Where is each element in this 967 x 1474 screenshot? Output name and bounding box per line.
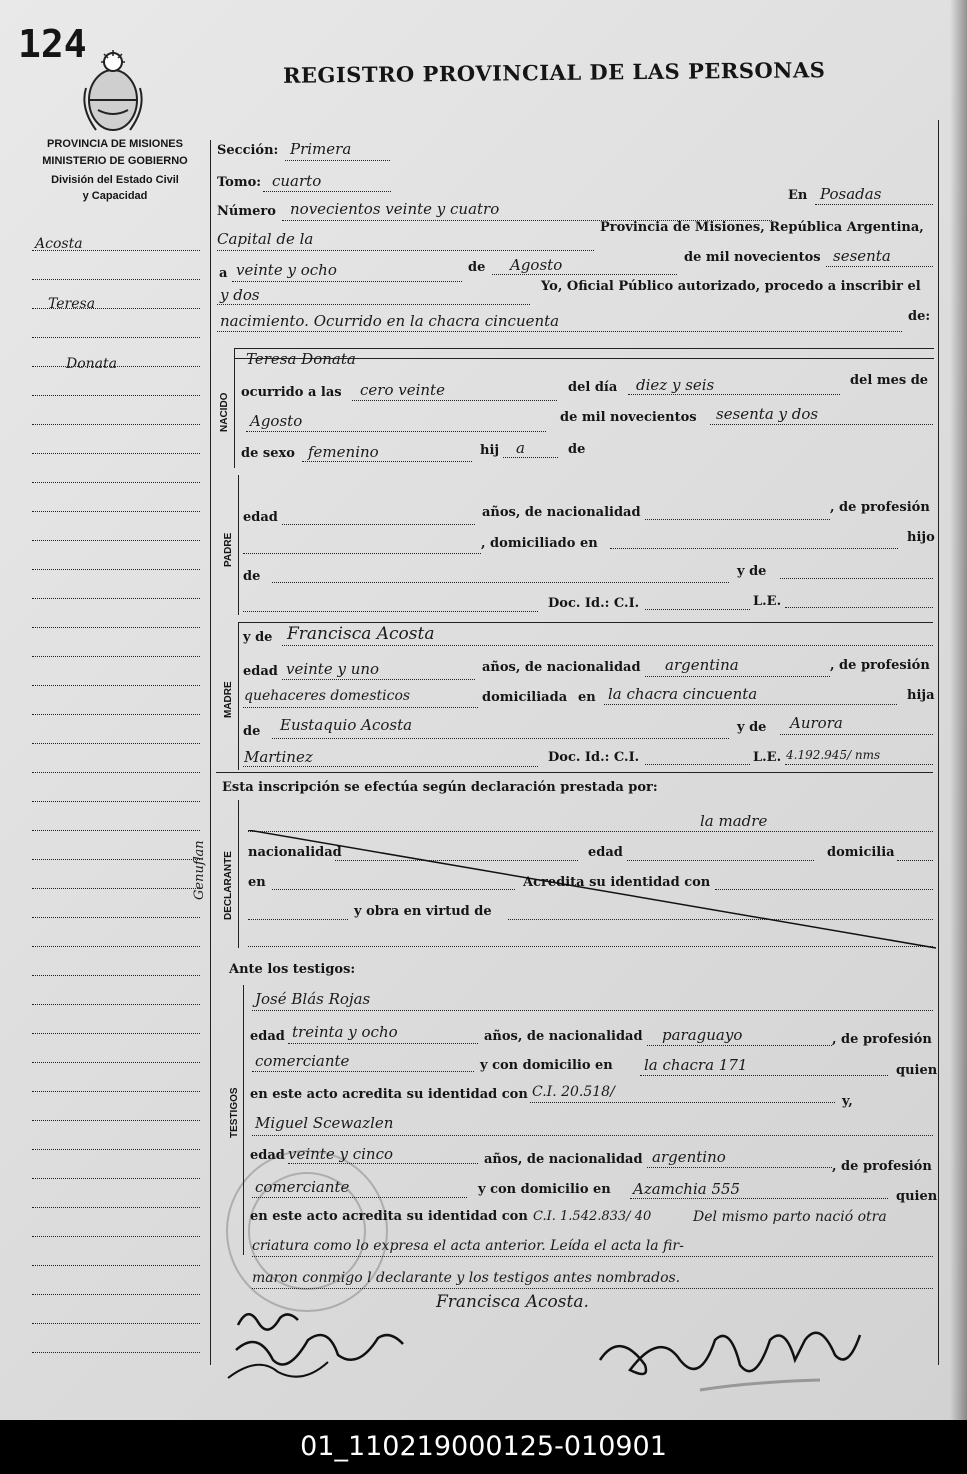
padre-doc-label: Doc. Id.: C.I. — [548, 596, 640, 611]
madre-y-de-label: y de — [243, 630, 273, 645]
testigo2-domicilio-value: Azamchia 555 — [633, 1180, 741, 1198]
testigos-section-label: TESTIGOS — [229, 1087, 240, 1138]
nacido-section-label: NACIDO — [219, 392, 230, 432]
padre-le-label: L.E. — [753, 594, 782, 609]
ministry-label: MINISTERIO DE GOBIERNO — [42, 155, 188, 167]
madre-bracket — [238, 622, 239, 770]
madre-doc-line — [243, 766, 538, 767]
declarante-domicilia-label: domicilia — [827, 845, 895, 860]
testigo2-domicilio-label: y con domicilio en — [478, 1182, 611, 1197]
margin-rule — [32, 1352, 200, 1353]
nacido-bracket — [234, 348, 235, 468]
division-label: División del Estado Civil — [51, 174, 179, 186]
padre-le-line — [785, 607, 933, 608]
padre-edad-line — [282, 524, 475, 525]
mil-novecientos-label: de mil novecientos — [684, 250, 821, 265]
declarante-value: la madre — [700, 812, 768, 830]
en-value: Posadas — [820, 185, 882, 203]
registry-title: REGISTRO PROVINCIAL DE LAS PERSONAS — [282, 57, 826, 88]
padre-ci-line — [645, 609, 750, 610]
margin-rule — [32, 1294, 200, 1295]
dia-line — [232, 281, 462, 282]
mes-nacimiento-value: Agosto — [250, 412, 303, 430]
margin-rule — [32, 1091, 200, 1092]
sexo-line — [302, 461, 472, 462]
testigo1-nacionalidad-value: paraguayo — [662, 1026, 743, 1044]
padre-domicilio-line — [610, 548, 898, 549]
testigo1-domicilio-label: y con domicilio en — [480, 1058, 613, 1073]
del-mes-label: del mes de — [850, 373, 929, 388]
testigo1-nacionalidad-line — [647, 1045, 832, 1046]
dia-value: veinte y ocho — [236, 261, 337, 279]
padre-profesion-line — [243, 553, 481, 554]
margin-rule — [32, 1178, 200, 1179]
padre-de-line — [272, 582, 729, 583]
padre-de-label: de — [243, 569, 261, 584]
declarante-nacionalidad-label: nacionalidad — [248, 845, 342, 860]
numero-label: Número — [217, 204, 276, 219]
sexo-value: femenino — [308, 443, 379, 461]
hora-value: cero veinte — [360, 381, 445, 399]
folio-number: 124 — [18, 22, 87, 66]
testigo2-identidad-value: C.I. 1.542.833/ 40 — [533, 1209, 652, 1224]
tomo-line — [263, 191, 391, 192]
padre-nacionalidad-line — [645, 519, 830, 520]
testigo1-domicilio-line — [640, 1075, 888, 1076]
madre-en-label: en — [578, 690, 596, 705]
testigo2-anios-label: años, de nacionalidad — [484, 1152, 643, 1167]
main-frame-left — [210, 140, 211, 1365]
provincia-text: Provincia de Misiones, República Argentina, — [600, 220, 924, 235]
tomo-label: Tomo: — [217, 175, 262, 190]
margin-rule — [32, 1265, 200, 1266]
margin-rule — [32, 453, 200, 454]
testigo1-edad-label: edad — [250, 1029, 285, 1044]
margin-rule — [32, 772, 200, 773]
declarante-edad-label: edad — [588, 845, 623, 860]
madre-top-rule — [238, 622, 933, 623]
madre-y-de2-label: y de — [737, 720, 767, 735]
padre-profesion-label: , de profesión — [830, 500, 930, 515]
margin-rule — [32, 1207, 200, 1208]
testigo2-name-line — [252, 1135, 933, 1136]
testigo1-domicilio-value: la chacra 171 — [644, 1056, 748, 1074]
anio-line — [826, 266, 933, 267]
closing-line-2: criatura como lo expresa el acta anterior. Leída el acta la fir- — [252, 1238, 684, 1254]
testigo1-profesion-line — [252, 1071, 474, 1072]
margin-rule — [32, 1149, 200, 1150]
oficial-text: Yo, Oficial Público autorizado, procedo a inscribir el — [541, 279, 921, 294]
madre-ci-line — [645, 764, 750, 765]
margin-rule — [32, 1062, 200, 1063]
padre-doc-line — [243, 611, 538, 612]
nacido-mil-label: de mil novecientos — [560, 410, 697, 425]
hij-label: hij — [480, 443, 500, 458]
numero-value: novecientos veinte y cuatro — [290, 200, 500, 218]
madre-madre-value-2: Martinez — [244, 748, 313, 766]
margin-rule — [32, 801, 200, 802]
de-colon-label: de: — [908, 309, 931, 324]
declarante-cancel-stroke — [248, 830, 938, 950]
testigo2-nacionalidad-value: argentino — [652, 1148, 726, 1166]
padre-anios-label: años, de nacionalidad — [482, 505, 641, 520]
declarante-obra-label: y obra en virtud de — [354, 904, 492, 919]
nacido-de-label: de — [568, 442, 586, 457]
ante-testigos-label: Ante los testigos: — [229, 962, 356, 977]
testigo1-acredita-label: en este acto acredita su identidad con — [250, 1087, 528, 1102]
testigo1-profesion-label: , de profesión — [832, 1032, 932, 1047]
margin-rule — [32, 917, 200, 918]
margin-surname: Acosta — [35, 236, 83, 252]
padre-edad-label: edad — [243, 510, 278, 525]
hij-value: a — [516, 439, 525, 457]
tomo-value: cuarto — [272, 172, 322, 190]
madre-madre-value-1: Aurora — [790, 714, 843, 732]
margin-rule — [32, 627, 200, 628]
anio-line-2 — [217, 304, 530, 305]
acto-value: nacimiento. Ocurrido en la chacra cincuenta — [220, 312, 560, 330]
declarante-acredita-label: Acredita su identidad con — [523, 875, 711, 890]
margin-rule — [32, 946, 200, 947]
padre-y-de-label: y de — [737, 564, 767, 579]
officer-signature — [590, 1310, 880, 1400]
margin-rule — [32, 482, 200, 483]
padre-bracket — [238, 475, 239, 615]
witness-signatures — [218, 1300, 418, 1390]
margin-rule — [32, 714, 200, 715]
testigo2-profesion-label: , de profesión — [832, 1159, 932, 1174]
madre-padre-line — [272, 738, 729, 739]
closing-line-1: Del mismo parto nació otra — [693, 1209, 887, 1225]
nacido-top-rule — [234, 348, 934, 349]
anio-value-1: sesenta — [833, 247, 891, 265]
margin-middle-name: Donata — [66, 356, 117, 372]
padre-domiciliado-label: , domiciliado en — [481, 536, 598, 551]
margin-rule — [32, 1120, 200, 1121]
padre-section-label: PADRE — [223, 532, 234, 567]
testigo2-nacionalidad-line — [647, 1167, 832, 1168]
madre-profesion-label: , de profesión — [830, 658, 930, 673]
margin-rule — [32, 743, 200, 744]
madre-le-value: 4.192.945/ nms — [786, 748, 881, 762]
capital-value: Capital de la — [217, 230, 314, 248]
madre-edad-value: veinte y uno — [286, 660, 380, 678]
closing-line-3: maron conmigo l declarante y los testigos antes nombrados. — [252, 1270, 681, 1286]
testigo1-name: José Blás Rojas — [255, 990, 371, 1008]
division-label-2: y Capacidad — [82, 190, 148, 202]
testigo2-quien-label: quien — [896, 1189, 938, 1204]
declaracion-text: Esta inscripción se efectúa según declaración prestada por: — [222, 780, 658, 795]
margin-rule — [32, 1004, 200, 1005]
declarante-bracket — [238, 800, 239, 948]
madre-doc-label: Doc. Id.: C.I. — [548, 750, 640, 765]
testigo1-profesion-value: comerciante — [255, 1052, 350, 1070]
dia-nacimiento-value: diez y seis — [636, 376, 715, 394]
margin-rule — [32, 511, 200, 512]
margin-rule — [32, 569, 200, 570]
margin-rule — [32, 540, 200, 541]
madre-anios-label: años, de nacionalidad — [482, 660, 641, 675]
madre-padre-value: Eustaquio Acosta — [280, 716, 413, 734]
testigo2-name: Miguel Scewazlen — [255, 1114, 394, 1132]
madre-edad-label: edad — [243, 664, 278, 679]
testigo2-profesion-value: comerciante — [255, 1178, 350, 1196]
madre-edad-line — [282, 679, 475, 680]
margin-rule — [32, 337, 200, 338]
anio-nacimiento-value: sesenta y dos — [716, 405, 819, 423]
madre-profesion-line — [243, 707, 478, 708]
padre-y-de-line — [780, 578, 933, 579]
margin-rule — [32, 1323, 200, 1324]
madre-nacionalidad-value: argentina — [665, 656, 739, 674]
hora-line — [352, 400, 557, 401]
madre-le-line — [785, 764, 933, 765]
dia-nacimiento-line — [628, 394, 840, 395]
mother-signature: Francisca Acosta. — [436, 1292, 589, 1312]
hij-line — [503, 457, 558, 458]
padre-hijo-label: hijo — [907, 530, 935, 545]
madre-profesion-value: quehaceres domesticos — [244, 688, 411, 704]
mes-nacimiento-line — [246, 431, 546, 432]
margin-rule — [32, 598, 200, 599]
de-label: de — [468, 260, 486, 275]
ocurrido-label: ocurrido a las — [241, 385, 342, 400]
a-label: a — [219, 266, 228, 281]
declarante-en-label: en — [248, 875, 266, 890]
nacido-name: Teresa Donata — [246, 350, 356, 368]
testigo2-edad-value: veinte y cinco — [288, 1145, 394, 1163]
margin-rule — [32, 1033, 200, 1034]
en-line — [815, 204, 933, 205]
footer-code: 01_110219000125-010901 — [300, 1431, 667, 1462]
madre-domiciliada-label: domiciliada — [482, 690, 568, 705]
declaracion-top-rule — [216, 772, 933, 773]
margin-rule — [32, 279, 200, 280]
testigo1-anios-label: años, de nacionalidad — [484, 1029, 643, 1044]
testigo2-edad-label: edad — [250, 1148, 285, 1163]
acto-line — [217, 331, 902, 332]
capital-line — [217, 250, 594, 251]
del-dia-label: del día — [568, 380, 618, 395]
testigo2-acredita-label: en este acto acredita su identidad con — [250, 1209, 528, 1224]
mes-line — [492, 274, 677, 275]
margin-rule — [32, 424, 200, 425]
margin-rule — [32, 830, 200, 831]
testigo1-y-label: y, — [842, 1094, 853, 1109]
testigo1-identidad-value: C.I. 20.518/ — [532, 1084, 615, 1100]
testigo2-domicilio-line — [630, 1198, 888, 1199]
madre-hija-label: hija — [907, 688, 935, 703]
margin-vertical-note: Genuflan — [192, 840, 207, 900]
anio-value-2: y dos — [220, 286, 260, 304]
madre-nacionalidad-line — [645, 676, 830, 677]
margin-rule — [32, 1236, 200, 1237]
margin-rule — [32, 859, 200, 860]
margin-rule — [32, 975, 200, 976]
official-stamp-inner — [248, 1172, 366, 1290]
seccion-line — [285, 160, 390, 161]
page-edge-shadow — [950, 0, 967, 1420]
seccion-label: Sección: — [217, 143, 279, 158]
mes-value: Agosto — [510, 256, 563, 274]
testigo1-quien-label: quien — [896, 1063, 938, 1078]
madre-madre-line — [780, 734, 933, 735]
declarante-section-label: DECLARANTE — [223, 851, 234, 920]
testigo1-edad-value: treinta y ocho — [292, 1023, 398, 1041]
coat-of-arms-icon — [78, 48, 148, 138]
anio-nacimiento-line — [710, 424, 933, 425]
madre-name: Francisca Acosta — [287, 624, 435, 644]
sexo-label: de sexo — [241, 446, 295, 461]
madre-name-line — [282, 645, 933, 646]
margin-rule — [32, 888, 200, 889]
testigo1-edad-line — [288, 1043, 478, 1044]
main-frame-right — [938, 120, 939, 1365]
madre-domicilio-line — [604, 704, 897, 705]
margin-rule — [32, 685, 200, 686]
en-label: En — [788, 188, 808, 203]
madre-domicilio-value: la chacra cincuenta — [608, 685, 758, 703]
testigo1-name-line — [252, 1010, 933, 1011]
madre-section-label: MADRE — [223, 681, 234, 718]
margin-given-name: Teresa — [48, 296, 96, 312]
seccion-value: Primera — [290, 140, 352, 158]
testigo1-identidad-line — [530, 1102, 835, 1103]
margin-rule — [32, 395, 200, 396]
madre-le-label: L.E. — [753, 750, 782, 765]
madre-de-label: de — [243, 724, 261, 739]
margin-rule — [32, 656, 200, 657]
province-label: PROVINCIA DE MISIONES — [47, 138, 183, 150]
